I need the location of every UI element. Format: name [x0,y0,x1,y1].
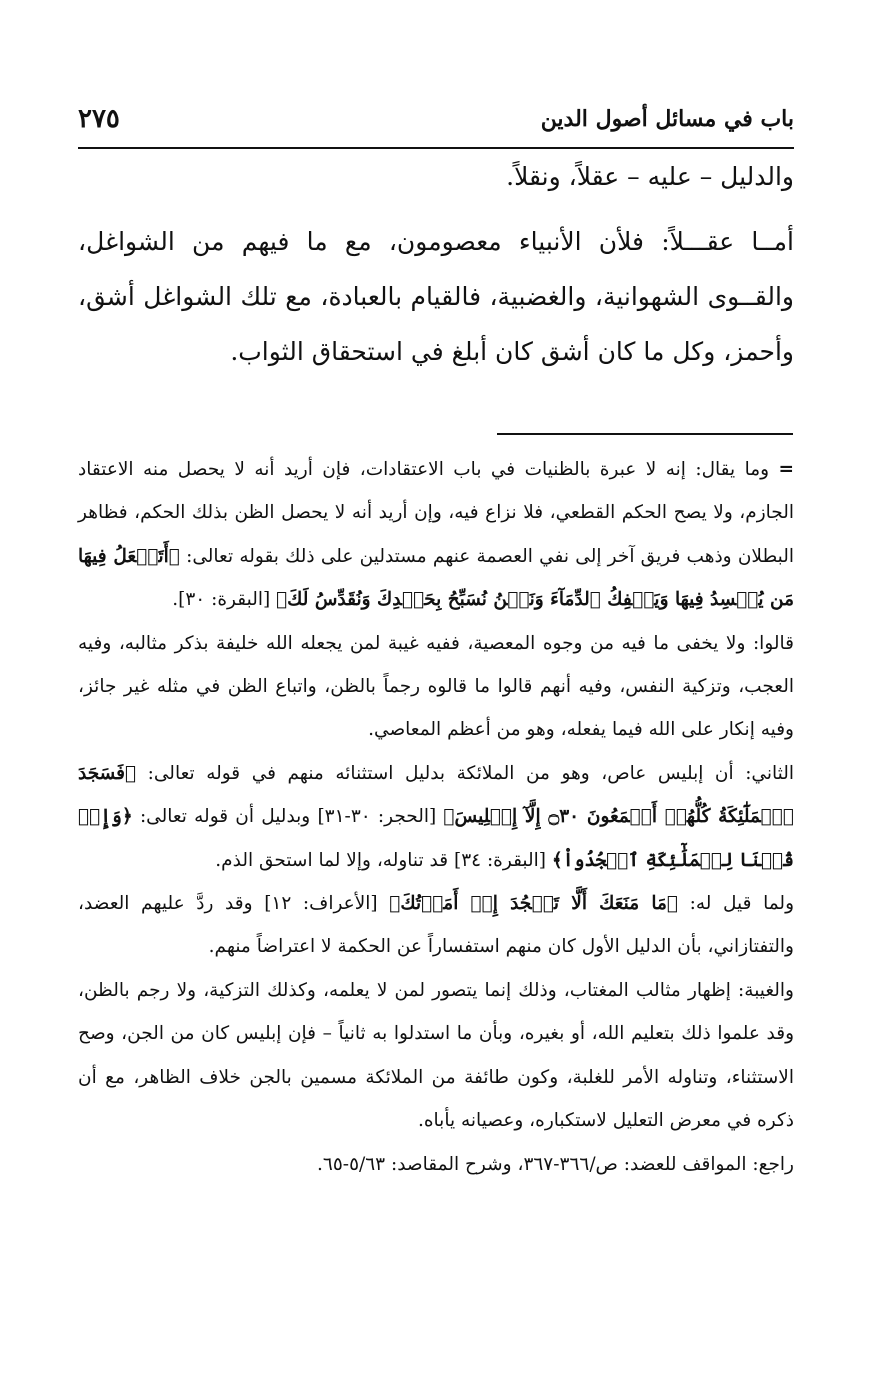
quran-verse: ﴿أَتَجۡعَلُ فِيهَا مَن يُفۡسِدُ فِيهَا وَيَسۡفِكُ ٱلدِّمَآءَ وَنَحۡنُ نُسَبِّحُ بِحَمۡدِكَ وَنُقَدِّسُ لَكَ﴾ [78,545,794,611]
verse-reference: [الحجر: ٣٠-٣١] [317,806,437,828]
main-paragraph: أمــا عقـــلاً: فلأن الأنبياء معصومون، مع ما فيهم من الشواغل، والقــوى الشهوانية، والغضبية، فالقيام بالعبادة، مع تلك الشواغل أشق، وأحمز، وكل ما كان أشق كان أبلغ في استحقاق الثواب. [78,227,794,366]
main-text [78,160,794,379]
verse-reference: [الأعراف: ١٢] [264,893,378,915]
footnote-text: ولما قيل له: [689,893,795,915]
footnote-text: وما يقال: إنه لا عبرة بالظنيات في باب الاعتقادات، فإن أريد أنه لا يحصل منه الاعتقاد الجازم، ولا يصح الحكم القطعي، فلا نزاع فيه، وإن أريد أنه لا يحصل الظن بذلك الحكم، فظاهر البطلان وذهب فريق آخر إلى نفي العصمة عنهم مستدلين على ذلك بقوله تعالى: [78,459,794,567]
page-header [78,104,794,144]
main-intro-line: والدليل – عليه – عقلاً، ونقلاً. [506,162,794,191]
footnote-text: قد تناوله، وإلا لما استحق الذم. [215,849,449,871]
footnote-text: وقد ردَّ عليهم العضد، والتفتازاني، بأن الدليل الأول كان منهم استفساراً عن الحكمة لا اعتراضاً منهم. [78,893,794,958]
quran-verse: ﴿فَسَجَدَ ٱلۡمَلَٰٓئِكَةُ كُلُّهُمۡ أَجۡمَعُونَ ۝٣٠ إِلَّآ إِبۡلِيسَ﴾ [78,762,794,828]
page-number: ٢٧٥ [78,104,120,134]
footnote-paragraph-2: قالوا: ولا يخفى ما فيه من وجوه المعصية، ففيه غيبة لمن يجعله الله خليفة بذكر مثالبه، وفيه العجب، وتزكية النفس، وفيه أنهم قالوا ما قالوه رجماً بالظن، واتباع الظن في مثله غير جائز، وفيه إنكار على الله فيما يفعله، وهو من أعظم المعاصي. [78,632,794,741]
continuation-mark: = [778,459,794,480]
verse-reference: [البقرة: ٣٠]. [172,589,271,611]
footnote-text: الثاني: أن إبليس عاص، وهو من الملائكة بدليل استثنائه منهم في قوله تعالى: [147,762,794,784]
verse-reference: [البقرة: ٣٤] [453,849,547,871]
footnote-paragraph-3 [78,752,794,882]
footnote-paragraph-1 [78,448,794,622]
quran-verse: ﴿مَا مَنَعَكَ أَلَّا تَسۡجُدَ إِذۡ أَمَرۡتُكَ﴾ [389,893,678,915]
footnote-source-reference: راجع: المواقف للعضد: ص/٣٦٦-٣٦٧، وشرح المقاصد: ٥/٦٣-٦٥. [317,1153,794,1175]
footnote-text: وبدليل أن قوله تعالى: [139,806,311,828]
running-title: باب في مسائل أصول الدين [540,106,794,132]
footnote-rule [497,433,793,435]
quran-verse: ﴿وَإِذۡ قُلۡنَا لِلۡمَلَٰٓئِكَةِ ٱسۡجُدُواْ﴾ [78,806,794,871]
footnote-paragraph-5: والغيبة: إظهار مثالب المغتاب، وذلك إنما يتصور لمن لا يعلمه، وكذلك التزكية، ولا رجم بالظن، وقد علموا ذلك بتعليم الله، أو بغيره، وبأن ما استدلوا به ثانياً – فإن إبليس كان من الجن، وصح الاستثناء، وتناوله الأمر للغلبة، وكون طائفة من الملائكة مسمين بالجن خلاف الظاهر، مع أن ذكره في معرض التعليل لاستكباره، وعصيانه يأباه. [78,979,794,1132]
footnote-paragraph-4 [78,882,794,969]
footnotes [78,448,794,1186]
header-rule [78,147,794,149]
